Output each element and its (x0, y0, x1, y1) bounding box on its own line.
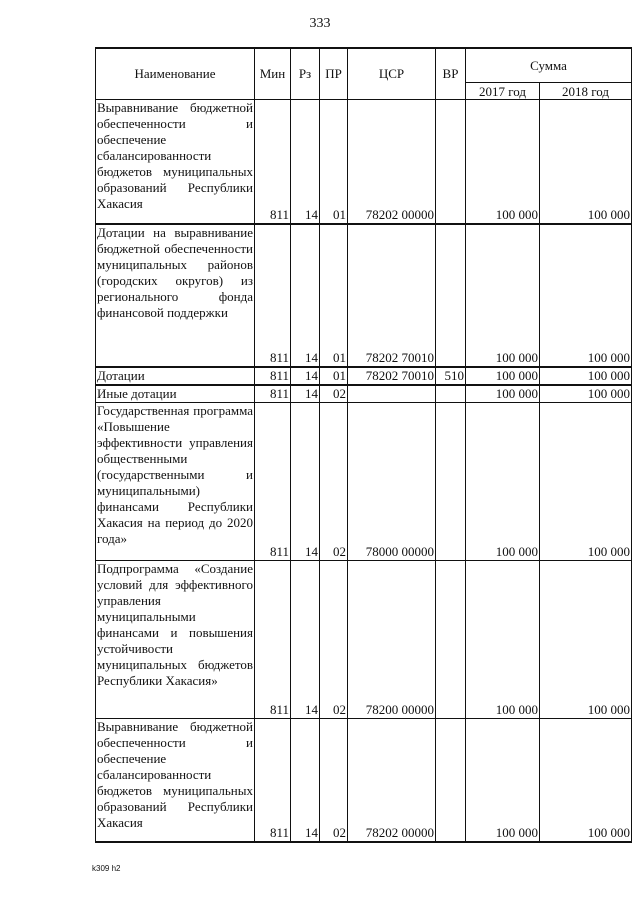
header-min: Мин (255, 48, 291, 100)
table-row (96, 718, 632, 842)
row-sum-2018: 100 000 (540, 367, 632, 385)
row-sum-2017: 100 000 (466, 718, 540, 842)
row-rz: 14 (291, 100, 320, 224)
row-name: Государственная программа «Повышение эффективности управления общественными (государственными и муниципальными) финансами Республики Хакасия на период до 2020 года» (96, 402, 255, 560)
header-csr: ЦСР (348, 48, 436, 100)
header-name: Наименование (96, 48, 255, 100)
row-pr: 02 (320, 402, 348, 560)
row-min: 811 (255, 560, 291, 718)
row-min: 811 (255, 385, 291, 403)
row-rz: 14 (291, 367, 320, 385)
table-body (96, 100, 632, 843)
row-sum-2018: 100 000 (540, 560, 632, 718)
table-row (96, 367, 632, 385)
row-vr (436, 385, 466, 403)
row-min: 811 (255, 367, 291, 385)
row-sum-2018: 100 000 (540, 100, 632, 224)
row-csr (348, 385, 436, 403)
row-pr: 02 (320, 560, 348, 718)
table-row (96, 402, 632, 560)
row-sum-2017: 100 000 (466, 385, 540, 403)
row-csr: 78200 00000 (348, 560, 436, 718)
row-csr: 78202 00000 (348, 718, 436, 842)
row-rz: 14 (291, 718, 320, 842)
table-row (96, 560, 632, 718)
row-sum-2017: 100 000 (466, 367, 540, 385)
table-row (96, 224, 632, 367)
row-min: 811 (255, 402, 291, 560)
header-pr: ПР (320, 48, 348, 100)
row-name: Дотации (96, 367, 255, 385)
footer-code: k309 h2 (92, 864, 121, 873)
row-pr: 01 (320, 100, 348, 224)
row-sum-2017: 100 000 (466, 100, 540, 224)
row-name: Иные дотации (96, 385, 255, 403)
row-name: Выравнивание бюджетной обеспеченности и обеспечение сбалансированности бюджетов муниципальных образований Республики Хакасия (96, 718, 255, 842)
row-pr: 01 (320, 224, 348, 367)
budget-table (95, 47, 632, 843)
row-name: Подпрограмма «Создание условий для эффективного управления муниципальными финансами и повышения устойчивости муниципальных бюджетов Республики Хакасия» (96, 560, 255, 718)
row-vr (436, 224, 466, 367)
table-row (96, 100, 632, 224)
row-sum-2018: 100 000 (540, 402, 632, 560)
row-vr (436, 560, 466, 718)
page-number: 333 (309, 16, 331, 31)
header-sum: Сумма (466, 48, 632, 83)
row-csr: 78202 70010 (348, 367, 436, 385)
row-pr: 01 (320, 367, 348, 385)
row-csr: 78000 00000 (348, 402, 436, 560)
row-min: 811 (255, 100, 291, 224)
row-sum-2018: 100 000 (540, 224, 632, 367)
row-rz: 14 (291, 385, 320, 403)
row-name: Выравнивание бюджетной обеспеченности и обеспечение сбалансированности бюджетов муниципальных образований Республики Хакасия (96, 100, 255, 224)
row-rz: 14 (291, 402, 320, 560)
row-vr (436, 718, 466, 842)
row-sum-2017: 100 000 (466, 560, 540, 718)
row-sum-2017: 100 000 (466, 224, 540, 367)
row-rz: 14 (291, 560, 320, 718)
row-csr: 78202 00000 (348, 100, 436, 224)
row-pr: 02 (320, 385, 348, 403)
table-header (96, 48, 632, 100)
row-vr (436, 100, 466, 224)
row-csr: 78202 70010 (348, 224, 436, 367)
row-pr: 02 (320, 718, 348, 842)
row-min: 811 (255, 718, 291, 842)
table-row (96, 385, 632, 403)
row-sum-2018: 100 000 (540, 385, 632, 403)
row-name: Дотации на выравнивание бюджетной обеспеченности муниципальных районов (городских округов) из регионального фонда финансовой поддержки (96, 224, 255, 367)
row-rz: 14 (291, 224, 320, 367)
row-min: 811 (255, 224, 291, 367)
header-year-2017: 2017 год (466, 83, 540, 100)
row-vr (436, 402, 466, 560)
header-vr: ВР (436, 48, 466, 100)
row-sum-2017: 100 000 (466, 402, 540, 560)
header-rz: Рз (291, 48, 320, 100)
row-vr: 510 (436, 367, 466, 385)
row-sum-2018: 100 000 (540, 718, 632, 842)
header-year-2018: 2018 год (540, 83, 632, 100)
